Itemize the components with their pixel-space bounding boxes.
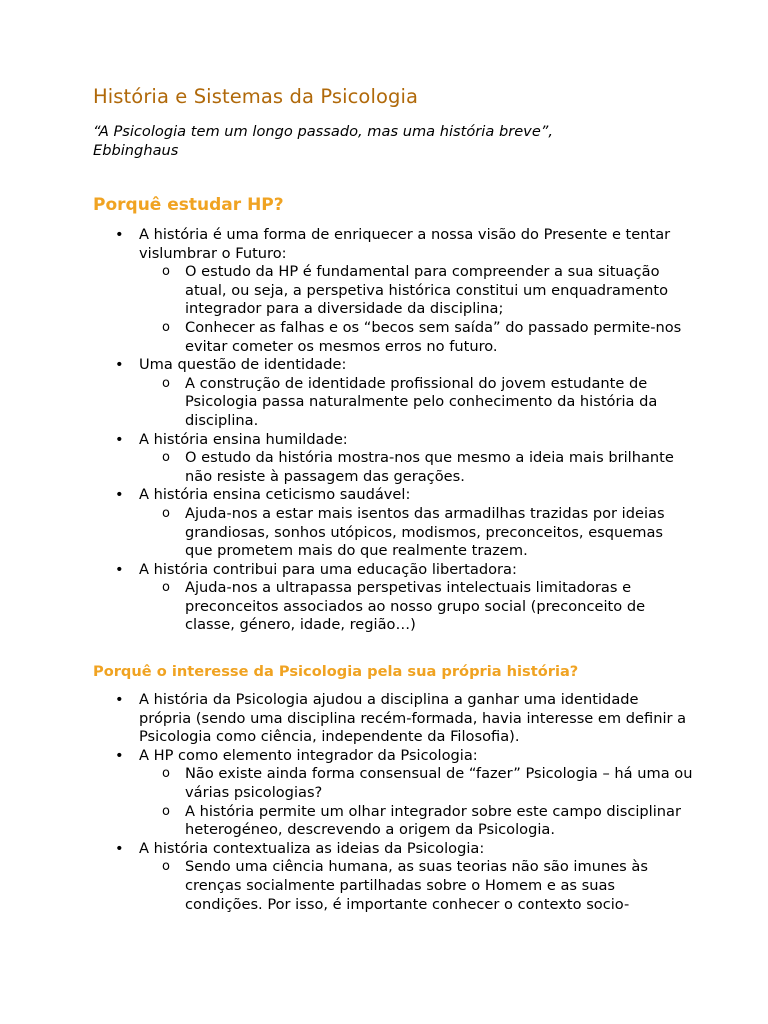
list-item-text: A história contribui para uma educação libertadora:	[139, 560, 517, 578]
list-item	[93, 840, 693, 914]
bullet-icon: •	[115, 560, 124, 578]
sub-list-item-text: Ajuda-nos a estar mais isentos das armadilhas trazidas por ideias grandiosas, sonhos utópicos, modismos, preconceitos, esquemas que prometem mais do que realmente trazem.	[185, 504, 665, 560]
sub-bullet-icon: o	[162, 450, 170, 466]
sub-list-item	[93, 505, 693, 561]
list-item-text: A história é uma forma de enriquecer a nossa visão do Presente e tentar vislumbrar o Futuro:	[139, 226, 671, 262]
sub-list-item	[93, 263, 693, 319]
sub-list-item	[93, 449, 693, 486]
sub-bullet-icon: o	[162, 319, 170, 335]
bullet-icon: •	[115, 486, 124, 504]
list-item	[93, 356, 693, 430]
bullet-list-interest	[93, 691, 693, 914]
sub-bullet-icon: o	[162, 264, 170, 280]
sub-list-item-text: O estudo da HP é fundamental para compreender a sua situação atual, ou seja, a perspetiva histórica constitui um enquadramento integrador para a diversidade da disciplina;	[185, 263, 669, 318]
epigraph-quote: “A Psicologia tem um longo passado, mas uma história breve”, Ebbinghaus	[93, 123, 553, 159]
list-item	[93, 561, 693, 635]
bullet-icon: •	[115, 356, 124, 374]
sub-bullet-icon: o	[162, 859, 170, 875]
section-heading-why-study: Porquê estudar HP?	[93, 195, 284, 215]
sub-bullet-icon: o	[162, 375, 170, 391]
sub-list-item	[93, 579, 693, 635]
section-heading-interest: Porquê o interesse da Psicologia pela sua própria história?	[93, 663, 579, 680]
sub-bullet-icon: o	[162, 803, 170, 819]
list-item-text: A história ensina ceticismo saudável:	[139, 486, 411, 504]
document-title: História e Sistemas da Psicologia	[93, 85, 419, 108]
sub-list-item	[93, 803, 693, 840]
sub-list-item-text: A história permite um olhar integrador sobre este campo disciplinar heterogéneo, descrevendo a origem da Psicologia.	[185, 802, 681, 839]
list-item	[93, 747, 693, 840]
list-item-text: A HP como elemento integrador da Psicologia:	[139, 746, 478, 764]
list-item	[93, 431, 693, 487]
list-item	[93, 486, 693, 560]
sub-list-item	[93, 375, 693, 431]
sub-list-item	[93, 319, 693, 356]
sub-list-item-text: Não existe ainda forma consensual de “fazer” Psicologia – há uma ou várias psicologias?	[185, 765, 693, 801]
list-item-text: A história da Psicologia ajudou a disciplina a ganhar uma identidade própria (sendo uma disciplina recém-formada, havia interesse em definir a Psicologia como ciência, independente da Filosofia).	[139, 691, 687, 746]
sub-bullet-icon: o	[162, 766, 170, 782]
sub-list-item-text: A construção de identidade profissional do jovem estudante de Psicologia passa naturalmente pelo conhecimento da história da disciplina.	[185, 374, 658, 429]
bullet-icon: •	[115, 226, 124, 243]
sub-list-item-text: Sendo uma ciência humana, as suas teorias não são imunes às crenças socialmente partilhadas sobre o Homem e as suas condições. Por isso, é importante conhecer o contexto socio-	[185, 858, 648, 913]
list-item-text: A história ensina humildade:	[139, 430, 348, 448]
sub-list-item	[93, 765, 693, 802]
sub-list-item-text: O estudo da história mostra-nos que mesmo a ideia mais brilhante não resiste à passagem das gerações.	[185, 449, 674, 485]
bullet-icon: •	[115, 746, 124, 764]
bullet-icon: •	[115, 430, 124, 448]
list-item-text: A história contextualiza as ideias da Psicologia:	[139, 839, 485, 857]
list-item	[93, 226, 693, 356]
sub-list-item-text: Conhecer as falhas e os “becos sem saída” do passado permite-nos evitar cometer os mesmos erros no futuro.	[185, 318, 682, 355]
list-item-text: Uma questão de identidade:	[139, 356, 347, 374]
bullet-icon: •	[115, 839, 124, 857]
bullet-icon: •	[115, 691, 124, 708]
list-item	[93, 691, 693, 747]
sub-list-item	[93, 858, 693, 914]
sub-bullet-icon: o	[162, 505, 170, 521]
sub-bullet-icon: o	[162, 580, 170, 596]
sub-list-item-text: Ajuda-nos a ultrapassa perspetivas intelectuais limitadoras e preconceitos associados ao nosso grupo social (preconceito de classe, género, idade, região…)	[185, 579, 646, 634]
bullet-list-why-study	[93, 226, 693, 635]
